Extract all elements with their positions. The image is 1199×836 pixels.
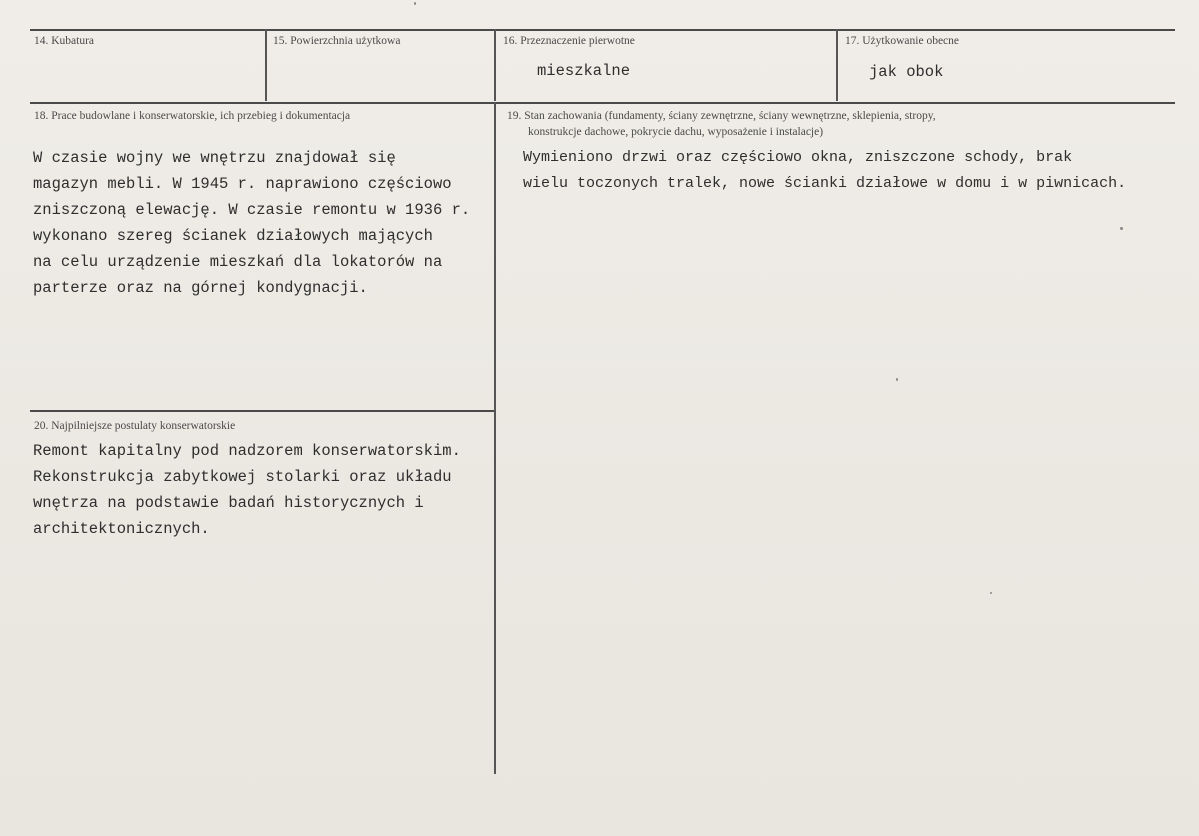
paper-speck (1120, 227, 1123, 230)
field-18-line: na celu urządzenie mieszkań dla lokatorów na (33, 253, 443, 271)
field-18-line: W czasie wojny we wnętrzu znajdował się (33, 149, 396, 167)
top-rule (30, 29, 1175, 31)
field-18-line: parterze oraz na górnej kondygnacji. (33, 279, 368, 297)
field-20-label: 20. Najpilniejsze postulaty konserwatorskie (34, 420, 236, 432)
field-19-label-line2: konstrukcje dachowe, pokrycie dachu, wyposażenie i instalacje) (528, 126, 824, 138)
row-rule-20 (30, 410, 494, 412)
field-19-line: wielu toczonych tralek, nowe ścianki działowe w domu i w piwnicach. (523, 175, 1127, 192)
field-20-text (33, 438, 461, 542)
paper-speck (414, 2, 416, 5)
divider-15-16 (494, 29, 496, 101)
field-15-label: 15. Powierzchnia użytkowa (273, 35, 401, 47)
field-20-line: Rekonstrukcja zabytkowej stolarki oraz układu (33, 468, 452, 486)
field-17-label: 17. Użytkowanie obecne (845, 35, 960, 47)
field-20-line: Remont kapitalny pod nadzorem konserwatorskim. (33, 442, 461, 460)
field-20-line: wnętrza na podstawie badań historycznych i (33, 494, 424, 512)
paper-speck (990, 592, 992, 594)
divider-14-15 (265, 29, 267, 101)
field-14-label: 14. Kubatura (34, 35, 95, 47)
field-16-value: mieszkalne (537, 62, 631, 80)
field-18-line: zniszczoną elewację. W czasie remontu w 1936 r. (33, 201, 471, 219)
divider-16-17 (836, 29, 838, 101)
field-19-text (523, 145, 1126, 197)
paper-speck (896, 378, 898, 381)
field-18-text (33, 145, 470, 301)
field-17-value: jak obok (869, 63, 944, 81)
divider-18-19 (494, 102, 496, 774)
field-20-line: architektonicznych. (33, 520, 210, 538)
field-16-label: 16. Przeznaczenie pierwotne (503, 35, 635, 47)
row-rule-2 (30, 102, 1175, 104)
field-19-line: Wymieniono drzwi oraz częściowo okna, zniszczone schody, brak (523, 149, 1073, 166)
field-18-line: wykonano szereg ścianek działowych mających (33, 227, 433, 245)
field-19-label-line1: 19. Stan zachowania (fundamenty, ściany zewnętrzne, ściany wewnętrzne, sklepienia, stropy, (507, 110, 936, 122)
field-18-line: magazyn mebli. W 1945 r. naprawiono częściowo (33, 175, 452, 193)
field-18-label: 18. Prace budowlane i konserwatorskie, ich przebieg i dokumentacja (34, 110, 351, 122)
